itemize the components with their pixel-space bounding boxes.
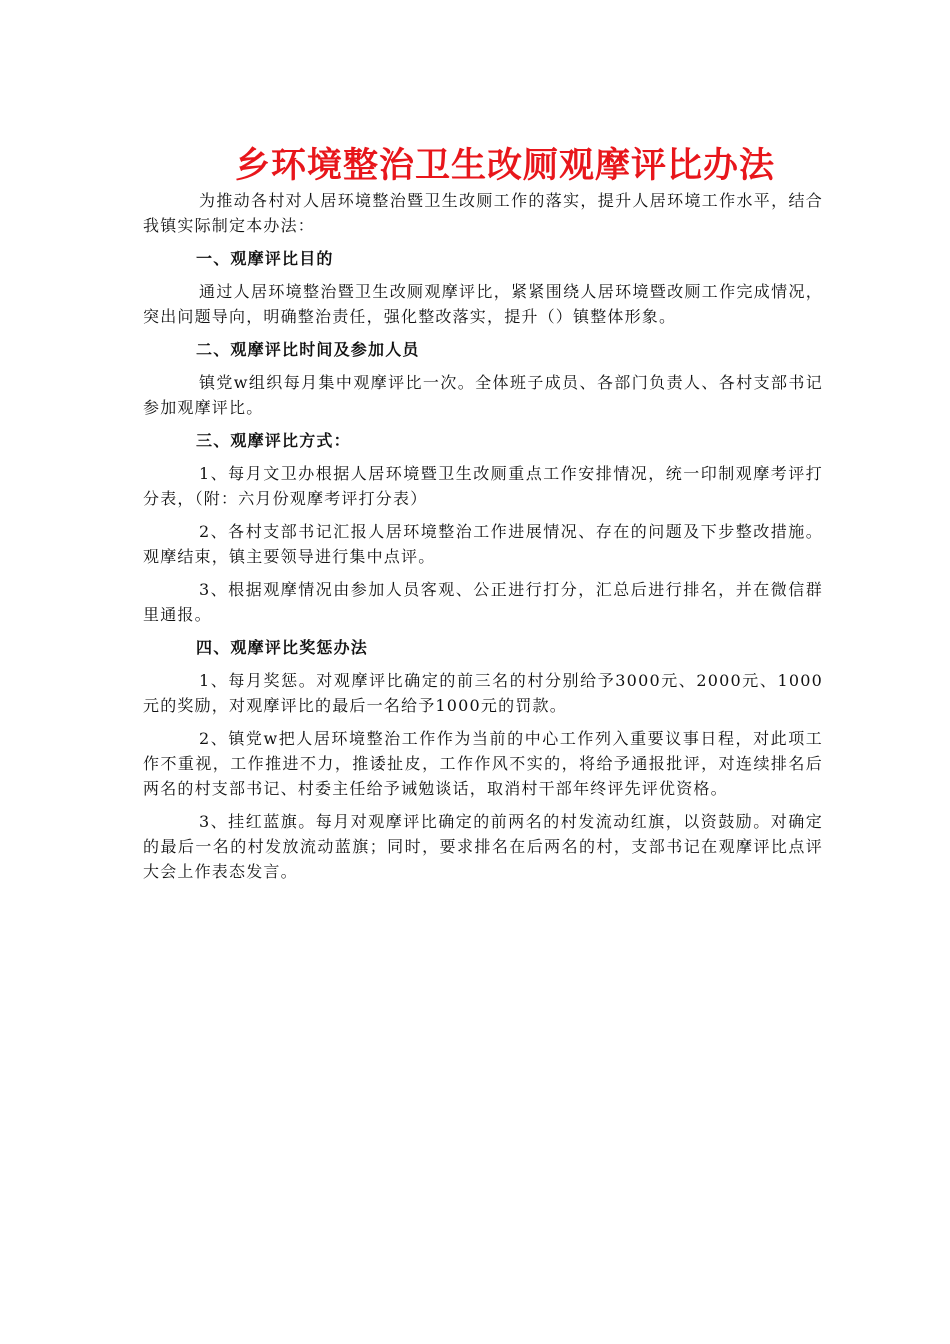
section-2-paragraph-1: 镇党w组织每月集中观摩评比一次。全体班子成员、各部门负责人、各村支部书记参加观摩评比。 [143, 373, 823, 417]
section-3-paragraph-2: 2、各村支部书记汇报人居环境整治工作进展情况、存在的问题及下步整改措施。观摩结束，镇主要领导进行集中点评。 [143, 522, 823, 566]
section-4-paragraph-2: 2、镇党w把人居环境整治工作作为当前的中心工作列入重要议事日程，对此项工作不重视，工作推进不力，推诿扯皮，工作作风不实的，将给予通报批评，对连续排名后两名的村支部书记、村委主任给予诫勉谈话，取消村干部年终评先评优资格。 [143, 729, 823, 798]
section-4-heading: 四、观摩评比奖惩办法 [196, 638, 369, 657]
section-3-heading: 三、观摩评比方式： [196, 431, 351, 450]
section-4-paragraph-3: 3、挂红蓝旗。每月对观摩评比确定的前两名的村发流动红旗，以资鼓励。对确定的最后一名的村发放流动蓝旗；同时，要求排名在后两名的村，支部书记在观摩评比点评大会上作表态发言。 [143, 812, 823, 881]
intro-paragraph: 为推动各村对人居环境整治暨卫生改厕工作的落实，提升人居环境工作水平，结合我镇实际制定本办法： [143, 191, 823, 235]
section-1-heading: 一、观摩评比目的 [196, 249, 334, 268]
document-body [143, 188, 823, 892]
section-1-paragraph-1: 通过人居环境整治暨卫生改厕观摩评比，紧紧围绕人居环境暨改厕工作完成情况，突出问题导向，明确整治责任，强化整改落实，提升（）镇整体形象。 [143, 282, 823, 326]
section-3-paragraph-1: 1、每月文卫办根据人居环境暨卫生改厕重点工作安排情况，统一印制观摩考评打分表，（附：六月份观摩考评打分表） [143, 464, 823, 508]
section-4-paragraph-1: 1、每月奖惩。对观摩评比确定的前三名的村分别给予3000元、2000元、1000元的奖励，对观摩评比的最后一名给予1000元的罚款。 [143, 671, 823, 715]
document-title: 乡环境整治卫生改厕观摩评比办法 [234, 145, 775, 186]
section-3-paragraph-3: 3、根据观摩情况由参加人员客观、公正进行打分，汇总后进行排名，并在微信群里通报。 [143, 580, 823, 624]
section-2-heading: 二、观摩评比时间及参加人员 [196, 340, 420, 359]
